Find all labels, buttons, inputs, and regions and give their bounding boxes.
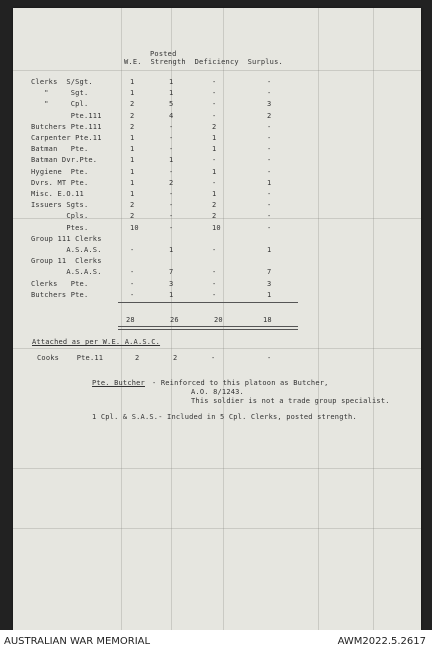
row-def: -	[212, 156, 217, 165]
row-str: -	[169, 190, 174, 198]
row-def: 2	[212, 122, 217, 131]
row-sur: 2	[267, 111, 272, 120]
row-label: Issuers Sgts.	[31, 201, 89, 210]
total-we: 28	[126, 316, 135, 324]
row-str: -	[169, 167, 174, 176]
row-label: Clerks Pte.	[31, 279, 89, 288]
row-str: -	[169, 223, 174, 232]
row-label: Batman Pte.	[31, 145, 89, 154]
document-page	[13, 8, 421, 630]
archive-footer	[0, 630, 432, 653]
row-def: -	[212, 290, 217, 299]
row-sur: -	[267, 145, 272, 154]
attached-we: 2	[135, 354, 140, 362]
row-label: Dvrs. MT Pte.	[31, 178, 89, 187]
row-we: 2	[130, 111, 135, 120]
row-label: Clerks S/Sgt.	[31, 78, 93, 86]
row-str: -	[169, 122, 174, 131]
attached-deficiency: -	[211, 354, 216, 362]
row-def: 1	[212, 145, 217, 154]
row-str: 5	[169, 100, 174, 109]
row-def: -	[212, 246, 217, 254]
note1-line1: - Reinforced to this platoon as Butcher,	[152, 379, 329, 387]
row-def: -	[212, 89, 217, 98]
row-we: -	[130, 268, 135, 277]
row-sur: -	[267, 167, 272, 176]
row-label: " Cpl.	[31, 100, 89, 109]
row-sur: 7	[267, 268, 272, 277]
row-sur: 1	[267, 178, 272, 187]
row-sur: -	[267, 201, 272, 210]
row-sur: -	[267, 134, 272, 142]
attached-strength: 2	[173, 354, 178, 362]
note2: 1 Cpl. & S.A.S.- Included in 5 Cpl. Clerks, posted strength.	[92, 413, 357, 421]
row-sur: -	[267, 89, 272, 98]
total-rule-bottom-1	[118, 326, 298, 327]
attached-label: Cooks Pte.11	[37, 354, 104, 362]
row-label: Butchers Pte.111	[31, 122, 102, 131]
row-we: 10	[130, 223, 139, 232]
row-str: 4	[169, 111, 174, 120]
total-surplus: 18	[263, 316, 272, 324]
row-label: Hygiene Pte.	[31, 167, 89, 176]
row-we: 1	[130, 89, 135, 98]
row-label: Cpls.	[31, 212, 89, 221]
row-sur: 3	[267, 279, 272, 288]
row-label: " Sgt.	[31, 89, 89, 98]
row-we: 2	[130, 212, 135, 221]
row-label: Group 111 Clerks	[31, 234, 102, 243]
row-we: 1	[130, 190, 135, 198]
note1-title: Pte. Butcher	[92, 379, 145, 387]
row-str: 1	[169, 290, 174, 299]
row-sur: -	[267, 122, 272, 131]
row-def: 1	[212, 190, 217, 198]
row-def: -	[212, 100, 217, 109]
row-sur: -	[267, 78, 272, 86]
row-we: 1	[130, 167, 135, 176]
row-label: Misc. E.O.11	[31, 190, 84, 198]
row-we: 2	[130, 100, 135, 109]
row-def: -	[212, 111, 217, 120]
row-we: 2	[130, 201, 135, 210]
row-str: 1	[169, 156, 174, 165]
row-str: 1	[169, 246, 174, 254]
footer-reference: AWM2022.5.2617	[337, 636, 426, 647]
row-label: Ptes.	[31, 223, 89, 232]
row-label: Carpenter Pte.11	[31, 134, 102, 142]
row-sur: -	[267, 223, 272, 232]
note1-line2: A.O. 8/1243.	[191, 388, 244, 396]
total-deficiency: 20	[214, 316, 223, 324]
footer-institution: AUSTRALIAN WAR MEMORIAL	[4, 636, 151, 647]
row-we: 1	[130, 78, 135, 86]
row-we: 2	[130, 122, 135, 131]
row-sur: 3	[267, 100, 272, 109]
row-str: -	[169, 134, 174, 142]
row-def: 10	[212, 223, 221, 232]
column-headings: W.E. Strength Deficiency Surplus.	[124, 58, 283, 66]
note1-line3: This soldier is not a trade group specialist.	[191, 397, 390, 405]
total-rule-top	[118, 302, 298, 303]
row-label: Batman Dvr.Pte.	[31, 156, 98, 165]
row-we: -	[130, 279, 135, 288]
row-str: 2	[169, 178, 174, 187]
row-def: -	[212, 279, 217, 288]
row-sur: -	[267, 190, 272, 198]
row-str: -	[169, 212, 174, 221]
row-def: -	[212, 268, 217, 277]
row-str: 3	[169, 279, 174, 288]
row-def: 1	[212, 134, 217, 142]
row-label: Butchers Pte.	[31, 290, 89, 299]
attached-surplus: -	[267, 354, 272, 362]
row-label: A.S.A.S.	[31, 246, 102, 254]
row-label: Group 11 Clerks	[31, 257, 102, 266]
row-we: 1	[130, 178, 135, 187]
row-we: -	[130, 290, 135, 299]
row-def: -	[212, 78, 217, 86]
row-sur: -	[267, 156, 272, 165]
row-str: 1	[169, 78, 174, 86]
row-we: 1	[130, 156, 135, 165]
row-str: -	[169, 201, 174, 210]
row-str: 7	[169, 268, 174, 277]
row-label: Pte.111	[31, 111, 102, 120]
row-sur: 1	[267, 290, 272, 299]
row-str: 1	[169, 89, 174, 98]
total-rule-bottom-2	[118, 329, 298, 330]
row-def: 2	[212, 201, 217, 210]
row-we: 1	[130, 145, 135, 154]
row-we: 1	[130, 134, 135, 142]
posted-heading: Posted	[150, 50, 177, 58]
row-sur: -	[267, 212, 272, 221]
row-def: 1	[212, 167, 217, 176]
row-label: A.S.A.S.	[31, 268, 102, 277]
row-sur: 1	[267, 246, 272, 254]
row-def: 2	[212, 212, 217, 221]
row-def: -	[212, 178, 217, 187]
row-str: -	[169, 145, 174, 154]
total-strength: 26	[170, 316, 179, 324]
attached-heading: Attached as per W.E. A.A.S.C.	[32, 338, 161, 346]
row-we: -	[130, 246, 135, 254]
